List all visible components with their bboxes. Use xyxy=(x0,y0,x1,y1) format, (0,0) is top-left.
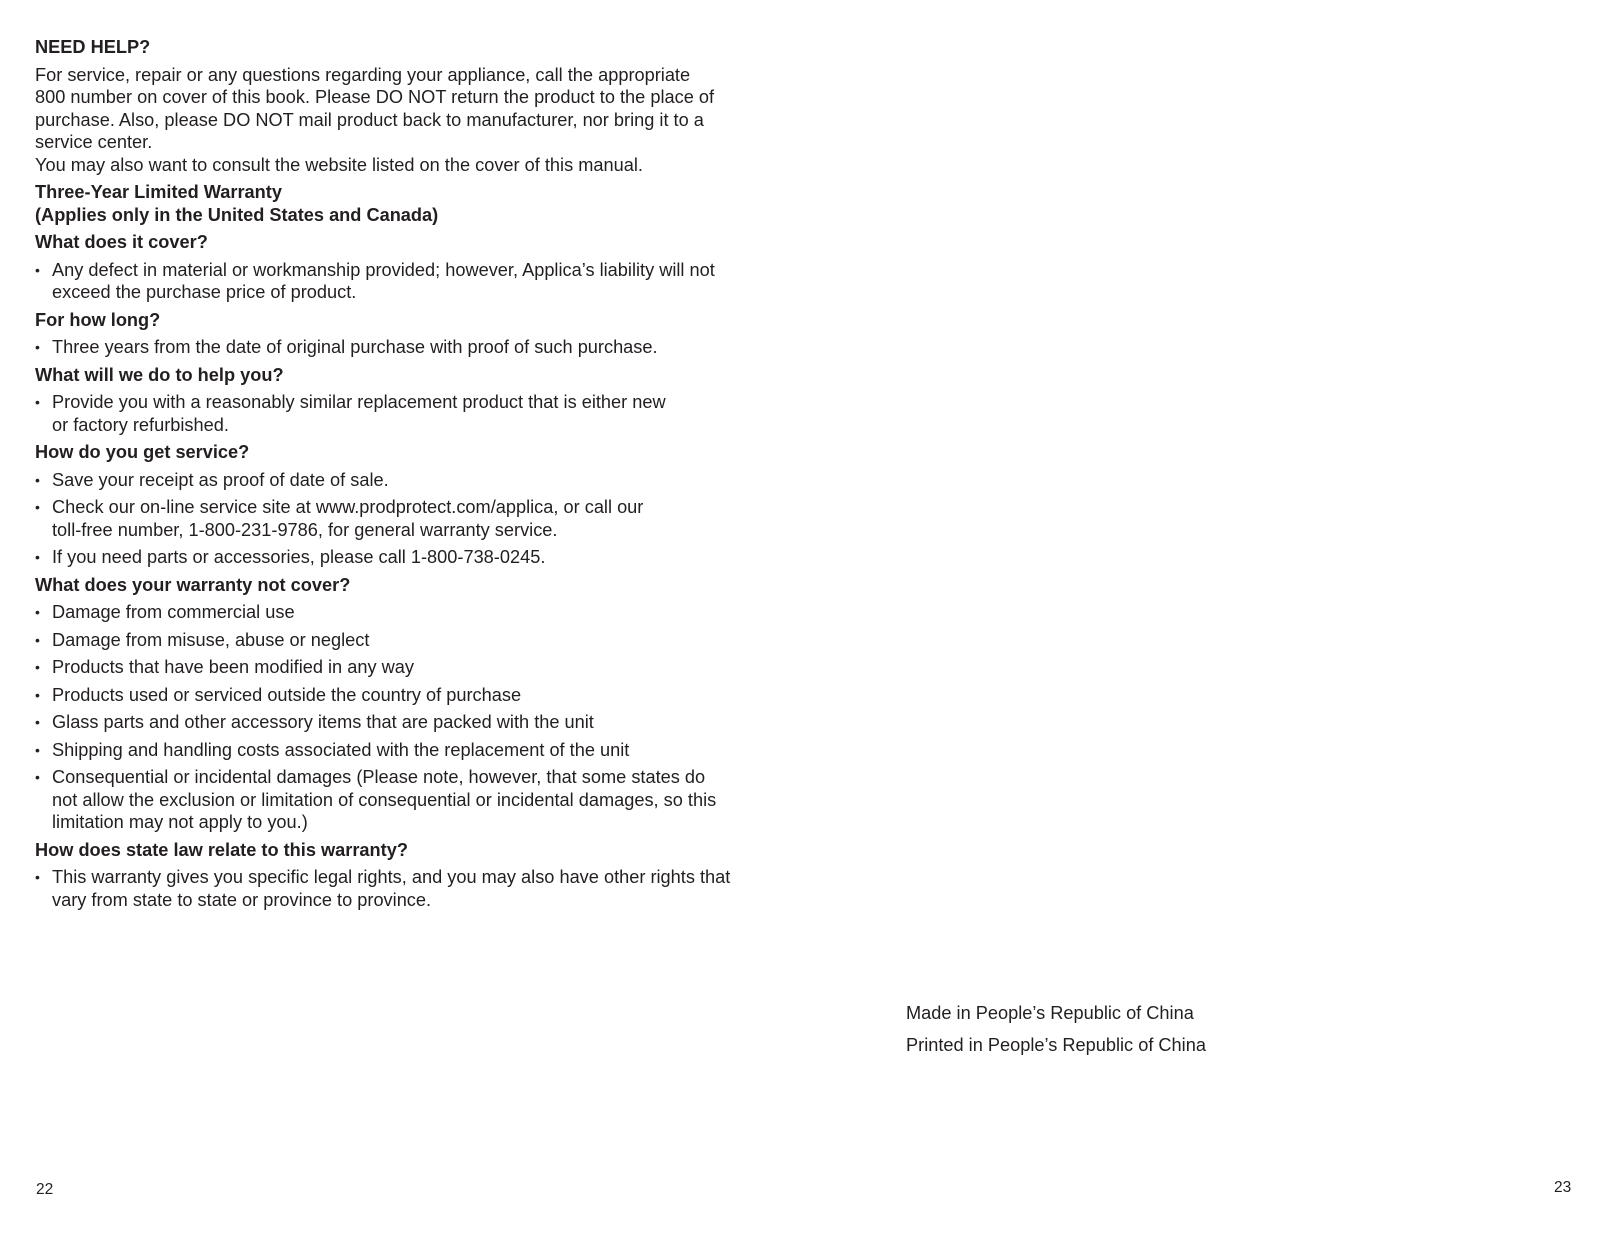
bullet-icon: • xyxy=(35,499,40,515)
bullet-item xyxy=(35,711,755,734)
bullet-line: or factory refurbished. xyxy=(52,414,229,435)
warranty-section xyxy=(35,574,755,834)
need-help-line: purchase. Also, please DO NOT mail product back to manufacturer, nor bring it to a xyxy=(35,109,704,130)
warranty-sections xyxy=(35,231,755,911)
bullet-icon: • xyxy=(35,549,40,565)
bullet-line: Provide you with a reasonably similar replacement product that is either new xyxy=(52,392,666,412)
bullet-icon: • xyxy=(35,869,40,885)
section-heading: What will we do to help you? xyxy=(35,364,284,385)
warranty-section xyxy=(35,364,755,437)
warranty-title-line2: (Applies only in the United States and Canada) xyxy=(35,204,439,225)
bullet-line: Check our on-line service site at www.prodprotect.com/applica, or call our xyxy=(52,497,644,517)
need-help-line: You may also want to consult the website listed on the cover of this manual. xyxy=(35,154,643,175)
bullet-item xyxy=(35,469,755,492)
bullet-line: Save your receipt as proof of date of sale. xyxy=(52,469,389,490)
bullet-item xyxy=(35,629,755,652)
bullet-line: This warranty gives you specific legal rights, and you may also have other rights that xyxy=(52,867,731,887)
bullet-line: not allow the exclusion or limitation of consequential or incidental damages, so this xyxy=(52,789,717,810)
origin-block xyxy=(906,1002,1206,1066)
section-heading: What does it cover? xyxy=(35,232,208,252)
bullet-item xyxy=(35,391,755,436)
bullet-item xyxy=(35,496,755,541)
bullet-line: Damage from commercial use xyxy=(52,602,295,622)
bullet-icon: • xyxy=(35,604,40,620)
bullet-item xyxy=(35,601,755,624)
left-page xyxy=(35,36,755,916)
section-heading: What does your warranty not cover? xyxy=(35,574,351,595)
bullet-line: exceed the purchase price of product. xyxy=(52,282,357,302)
bullet-item xyxy=(35,739,755,762)
warranty-section xyxy=(35,309,755,359)
need-help-line: 800 number on cover of this book. Please DO NOT return the product to the place of xyxy=(35,87,715,107)
bullet-icon: • xyxy=(35,394,40,410)
bullet-line: Glass parts and other accessory items that are packed with the unit xyxy=(52,712,594,732)
bullet-icon: • xyxy=(35,261,40,278)
section-heading: How does state law relate to this warranty? xyxy=(35,839,408,860)
bullet-icon: • xyxy=(35,471,40,488)
bullet-line: vary from state to state or province to province. xyxy=(52,889,432,910)
warranty-title-line1: Three-Year Limited Warranty xyxy=(35,182,282,202)
bullet-line: If you need parts or accessories, please call 1-800-738-0245. xyxy=(52,547,546,567)
page-number-right: 23 xyxy=(1554,1179,1572,1196)
bullet-item xyxy=(35,766,755,834)
bullet-line: limitation may not apply to you.) xyxy=(52,812,308,832)
page-number-left: 22 xyxy=(36,1181,54,1198)
bullet-item xyxy=(35,259,755,304)
bullet-item xyxy=(35,546,755,569)
printed-in-text: Printed in People’s Republic of China xyxy=(906,1035,1206,1055)
bullet-item xyxy=(35,866,755,911)
warranty-section xyxy=(35,441,755,569)
warranty-title xyxy=(35,181,755,226)
bullet-line: Shipping and handling costs associated with the replacement of the unit xyxy=(52,739,630,760)
section-heading: How do you get service? xyxy=(35,442,250,462)
warranty-section xyxy=(35,839,755,912)
warranty-section xyxy=(35,231,755,304)
bullet-line: Consequential or incidental damages (Please note, however, that some states do xyxy=(52,767,706,787)
need-help-line: For service, repair or any questions regarding your appliance, call the appropriate xyxy=(35,64,691,85)
bullet-icon: • xyxy=(35,631,40,648)
bullet-item xyxy=(35,656,755,679)
bullet-line: Products that have been modified in any way xyxy=(52,657,414,677)
bullet-icon: • xyxy=(35,714,40,730)
bullet-line: toll-free number, 1-800-231-9786, for general warranty service. xyxy=(52,519,558,540)
bullet-line: Three years from the date of original purchase with proof of such purchase. xyxy=(52,337,658,357)
bullet-icon: • xyxy=(35,339,40,355)
bullet-line: Damage from misuse, abuse or neglect xyxy=(52,629,370,650)
section-heading: For how long? xyxy=(35,309,161,330)
bullet-icon: • xyxy=(35,741,40,758)
bullet-icon: • xyxy=(35,659,40,675)
need-help-text xyxy=(35,64,755,177)
need-help-line: service center. xyxy=(35,132,153,152)
bullet-item xyxy=(35,336,755,359)
bullet-icon: • xyxy=(35,769,40,785)
bullet-item xyxy=(35,684,755,707)
bullet-icon: • xyxy=(35,686,40,703)
made-in-text: Made in People’s Republic of China xyxy=(906,1003,1194,1023)
need-help-heading: NEED HELP? xyxy=(35,37,151,57)
bullet-line: Any defect in material or workmanship provided; however, Applica’s liability will not xyxy=(52,259,715,280)
bullet-line: Products used or serviced outside the country of purchase xyxy=(52,684,522,705)
